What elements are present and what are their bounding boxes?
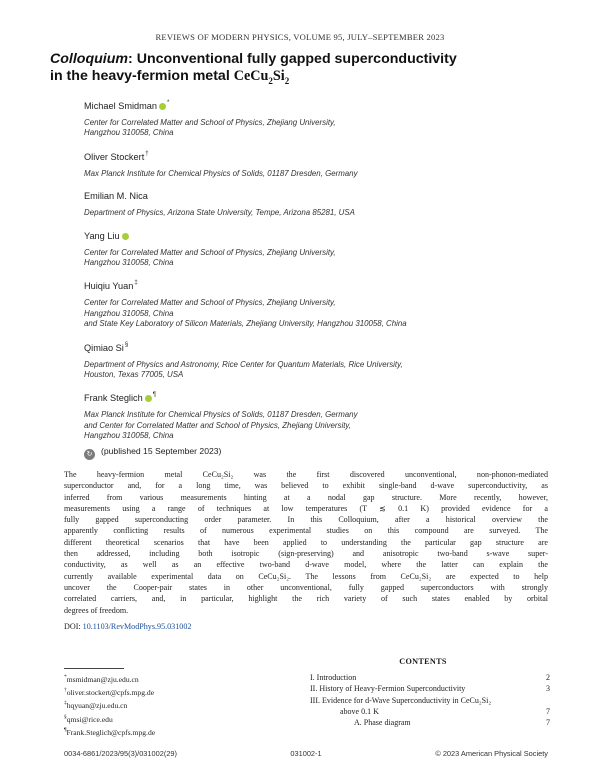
footer-copyright: © 2023 American Physical Society (435, 749, 548, 758)
journal-header: REVIEWS OF MODERN PHYSICS, VOLUME 95, JULY–SEPTEMBER 2023 (155, 32, 445, 42)
abstract-line: inferred from various measurements hinting at a nodal gap structure. More recently, however, (64, 492, 548, 502)
footer-page-number: 031002-1 (290, 749, 322, 758)
author-affiliation: Max Planck Institute for Chemical Physics of Solids, 01187 Dresden, Germany (84, 168, 358, 178)
author-block (84, 280, 554, 329)
toc-entry[interactable]: above 0.1 K 7 (340, 706, 550, 716)
toc-entry[interactable]: II. History of Heavy-Fermion Superconductivity 3 (310, 684, 550, 694)
author-footnote-mark[interactable]: § (124, 341, 129, 348)
doi-link[interactable]: 10.1103/RevModPhys.95.031002 (82, 622, 192, 631)
author-affiliation: Department of Physics and Astronomy, Rice Center for Quantum Materials, Rice University, (84, 359, 403, 369)
footnote-email[interactable]: †oliver.stockert@cpfs.mpg.de (64, 687, 155, 698)
author-affiliation: Max Planck Institute for Chemical Physics of Solids, 01187 Dresden, Germany (84, 410, 358, 420)
contents-title: CONTENTS (399, 657, 447, 666)
toc-page-number: 7 (546, 706, 550, 716)
abstract-line: correlated carriers, and, in particular, highlight the rich variety of such states enabled by orbital (64, 594, 548, 604)
author-name: Qimiao Si§ (84, 341, 129, 353)
title-part3: in the heavy-fermion metal (50, 68, 234, 84)
author-affiliation: Hangzhou 310058, China (84, 258, 174, 268)
doi-label: DOI: (64, 622, 83, 631)
author-affiliation: and State Key Laboratory of Silicon Materials, Zhejiang University, Hangzhou 310058, China (84, 319, 407, 329)
abstract-line: then addressed, including both isotropic (sign-preserving) and anisotropic two-band s-wave super- (64, 549, 548, 559)
abstract (64, 469, 548, 616)
footnote-email[interactable]: *msmidman@zju.edu.cn (64, 674, 139, 684)
footer-issn: 0034-6861/2023/95(3)/031002(29) (64, 749, 178, 758)
author-block (84, 151, 554, 179)
author-affiliation: Center for Correlated Matter and School of Physics, Zhejiang University, (84, 298, 336, 308)
author-footnote-mark[interactable]: † (145, 150, 149, 157)
author-affiliation: Center for Correlated Matter and School of Physics, Zhejiang University, (84, 118, 336, 127)
abstract-line: conductivity, as well as an effective two-band d-wave model, where the latter can explain the (64, 560, 548, 570)
author-name: Huiqiu Yuan‡ (84, 280, 138, 292)
author-block (84, 191, 554, 218)
table-of-contents (310, 672, 550, 728)
author-footnote-mark[interactable]: ¶ (152, 392, 156, 399)
abstract-line: different theoretical scenarios that have been applied to understanding the particular gap structure are (64, 537, 548, 547)
author-footnote-mark[interactable]: * (167, 100, 170, 106)
author-affiliation: Hangzhou 310058, China (84, 431, 174, 441)
author-block (84, 100, 554, 139)
author-name: Yang Liu (84, 231, 554, 241)
author-name: Oliver Stockert† (84, 150, 149, 162)
orcid-icon[interactable] (159, 103, 166, 110)
author-block (84, 342, 554, 381)
author-list (84, 100, 554, 454)
orcid-icon[interactable] (145, 395, 152, 402)
author-affiliation: Houston, Texas 77005, USA (84, 370, 184, 380)
abstract-line: measurements using a range of techniques at low temperatures (T ≲ 0.1 K) provided evidence for a (64, 503, 548, 513)
abstract-line: apparently conflicting results of numerous experimental studies on this compound are surveyed. The (64, 526, 548, 536)
toc-page-number: 7 (546, 718, 550, 728)
toc-entry[interactable]: I. Introduction 2 (310, 673, 550, 682)
toc-entry[interactable]: III. Evidence for d-Wave Superconductivity in CeCu₂Si₂ (310, 695, 492, 705)
footnotes (64, 672, 155, 738)
author-footnote-mark[interactable]: ‡ (134, 280, 138, 287)
abstract-line: The heavy-fermion metal CeCu₂Si₂ was the first discovered unconventional, non-phonon-mediated (64, 470, 548, 479)
published-date: (published 15 September 2023) (101, 446, 222, 456)
doi-line (64, 622, 191, 631)
abstract-line: fully gapped superconducting order parameter. In this Colloquium, after a historical overview the (64, 515, 548, 525)
footnote-email[interactable]: ‡hqyuan@zju.edu.cn (64, 700, 128, 711)
toc-page-number: 2 (546, 673, 550, 682)
toc-page-number: 3 (546, 684, 550, 694)
author-affiliation: Hangzhou 310058, China (84, 308, 174, 318)
publication-date-row (84, 446, 221, 460)
footnote-rule (64, 668, 124, 669)
author-affiliation: Department of Physics, Arizona State University, Tempe, Arizona 85281, USA (84, 208, 355, 218)
title-colloquium: Colloquium (50, 51, 129, 67)
footnote-email[interactable]: ¶Frank.Steglich@cpfs.mpg.de (64, 726, 156, 737)
title-chem: $CeCu_2Si_2$ (233, 68, 290, 86)
article-title (50, 51, 550, 90)
author-name: Frank Steglich ¶ (84, 392, 156, 404)
author-affiliation: Center for Correlated Matter and School of Physics, Zhejiang University, (84, 247, 336, 257)
author-affiliation: and Center for Correlated Matter and School of Physics, Zhejiang University, (84, 420, 351, 430)
crossmark-icon[interactable]: ↻ (84, 449, 95, 460)
toc-entry[interactable]: A. Phase diagram 7 (354, 718, 550, 728)
author-name: Emilian M. Nica (84, 191, 148, 202)
footnote-email[interactable]: §qmsi@rice.edu (64, 713, 113, 724)
author-block (84, 231, 554, 269)
abstract-line: uncover the Cooper-pair states in other unconventional, fully gapped superconductors with strongly (64, 582, 548, 592)
author-affiliation: Hangzhou 310058, China (84, 128, 174, 138)
abstract-line: currently available experimental data on CeCu₂Si₂. The lessons from CeCu₂Si₂ are expected to help (64, 571, 548, 581)
author-name: Michael Smidman * (84, 100, 170, 111)
title-part2: : Unconventional fully gapped superconductivity (128, 51, 457, 67)
orcid-icon[interactable] (122, 233, 129, 240)
abstract-line: superconductor and, for a long time, was believed to exhibit single-band d-wave superconductivity, as (64, 481, 548, 491)
abstract-line: degrees of freedom. (64, 605, 129, 615)
author-block (84, 392, 554, 441)
